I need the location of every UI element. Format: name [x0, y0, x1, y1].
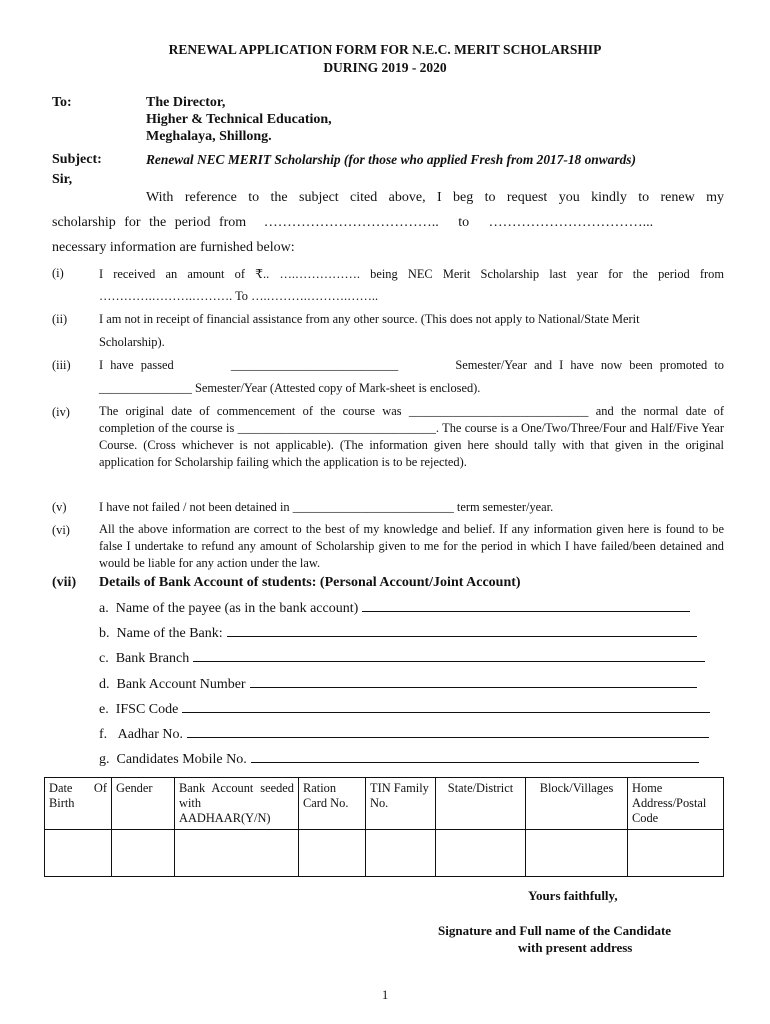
fill-in-line [250, 676, 697, 688]
item-iii-line-2: _______________ Semester/Year (Attested copy of Mark-sheet is enclosed). [99, 381, 481, 395]
address-line-1: The Director, [146, 95, 226, 110]
table-header-home-address: Home Address/Postal Code [628, 778, 724, 830]
table-cell-bank-aadhaar[interactable] [175, 830, 299, 877]
page-number: 1 [382, 988, 389, 1002]
table-header-block-villages: Block/Villages [526, 778, 628, 830]
table-cell-gender[interactable] [112, 830, 175, 877]
item-ii-line-2: Scholarship). [99, 335, 165, 349]
intro-period-from-dots: ……………………………….. [263, 215, 439, 230]
bank-field-mobile[interactable] [99, 751, 699, 768]
intro-period-to-dots: ……………………………... [488, 215, 654, 230]
fill-in-line [193, 650, 705, 662]
table-cell-dob[interactable] [45, 830, 112, 877]
intro-to-label: to [458, 215, 470, 230]
fill-in-line [362, 600, 690, 612]
bank-field-label: a. Name of the payee (as in the bank account) [99, 601, 359, 616]
table-header-state-district: State/District [436, 778, 526, 830]
table-cell-block-villages[interactable] [526, 830, 628, 877]
item-iv-text: The original date of commencement of the course was _____________________________ and the normal date of completion of the course is ________________________________. The course is a One/Two/Three/Four and Half/Five Year Course. (Cross whichever is not applicable). (The information given here should tally with that given in the original application for Scholarship failing which the application is to be rejected). [99, 404, 724, 469]
bank-field-branch[interactable] [99, 650, 705, 667]
bank-field-label: c. Bank Branch [99, 651, 190, 666]
address-line-2: Higher & Technical Education, [146, 112, 332, 127]
salutation: Sir, [52, 172, 73, 187]
table-cell-home-address[interactable] [628, 830, 724, 877]
bank-field-bank-name[interactable] [99, 625, 697, 642]
bank-field-label: d. Bank Account Number [99, 677, 246, 692]
subject-text: Renewal NEC MERIT Scholarship (for those who applied Fresh from 2017-18 onwards) [146, 152, 636, 167]
table-header-dob: Date Of Birth [45, 778, 112, 830]
table-header-bank-aadhaar: Bank Account seeded with AADHAAR(Y/N) [175, 778, 299, 830]
bank-field-label: g. Candidates Mobile No. [99, 752, 247, 767]
item-iii-passed-label: I have passed [99, 358, 174, 372]
subject-label: Subject: [52, 152, 102, 167]
address-line-3: Meghalaya, Shillong. [146, 129, 272, 144]
table-cell-ration-card[interactable] [299, 830, 366, 877]
item-ii-number: (ii) [52, 312, 68, 326]
bank-field-aadhar[interactable] [99, 726, 709, 743]
intro-period-label: scholarship for the period from [52, 215, 247, 230]
item-iii-line-1 [99, 358, 724, 373]
bank-details-heading: Details of Bank Account of students: (Personal Account/Joint Account) [99, 575, 521, 590]
to-label: To: [52, 95, 72, 110]
table-header-gender: Gender [112, 778, 175, 830]
table-row [45, 830, 724, 877]
bank-field-payee-name[interactable] [99, 600, 690, 617]
student-details-table [44, 777, 724, 877]
intro-line-3: necessary information are furnished below: [52, 240, 295, 255]
table-header-row [45, 778, 724, 830]
bank-field-label: f. Aadhar No. [99, 727, 183, 742]
form-subtitle: DURING 2019 - 2020 [323, 60, 447, 75]
table-header-ration-card: Ration Card No. [299, 778, 366, 830]
item-vii-number: (vii) [52, 575, 77, 590]
fill-in-line [227, 625, 697, 637]
item-iii-number: (iii) [52, 358, 71, 372]
item-v-text: I have not failed / not been detained in __________________________ term semester/year. [99, 500, 554, 514]
table-cell-tin-family[interactable] [366, 830, 436, 877]
fill-in-line [182, 701, 710, 713]
bank-field-account-number[interactable] [99, 676, 697, 693]
item-iv-number: (iv) [52, 405, 70, 419]
intro-line-1: With reference to the subject cited above, I beg to request you kindly to renew my [146, 190, 724, 205]
bank-field-label: b. Name of the Bank: [99, 626, 223, 641]
fill-in-line [187, 726, 709, 738]
item-vi-text: All the above information are correct to the best of my knowledge and belief. If any information given here is found to be false I undertake to refund any amount of Scholarship given to me for the period in which I have failed/been detained and would be liable for any action under the law. [99, 522, 724, 570]
table-header-tin-family: TIN Family No. [366, 778, 436, 830]
closing-yours-faithfully: Yours faithfully, [528, 888, 618, 903]
item-v-number: (v) [52, 500, 67, 514]
item-vi-number: (vi) [52, 523, 70, 537]
table-cell-state-district[interactable] [436, 830, 526, 877]
item-i-number: (i) [52, 266, 64, 280]
bank-field-label: e. IFSC Code [99, 702, 179, 717]
signature-label-line-2: with present address [518, 940, 633, 955]
item-ii-line-1: I am not in receipt of financial assistance from any other source. (This does not apply to National/State Merit [99, 312, 640, 326]
intro-line-2 [52, 215, 653, 231]
item-iii-promoted-label: Semester/Year and I have now been promoted to [455, 358, 724, 372]
item-iii-passed-blank: ___________________________ [230, 358, 399, 372]
bank-field-ifsc[interactable] [99, 701, 710, 718]
item-i-line-2: ………….……….………. To ….……….……….…….. [99, 289, 379, 303]
fill-in-line [251, 751, 699, 763]
item-i-line-1: I received an amount of ₹.. ….……………. being NEC Merit Scholarship last year for the period from [99, 267, 724, 281]
signature-label-line-1: Signature and Full name of the Candidate [438, 923, 672, 938]
form-title: RENEWAL APPLICATION FORM FOR N.E.C. MERIT SCHOLARSHIP [168, 42, 602, 57]
